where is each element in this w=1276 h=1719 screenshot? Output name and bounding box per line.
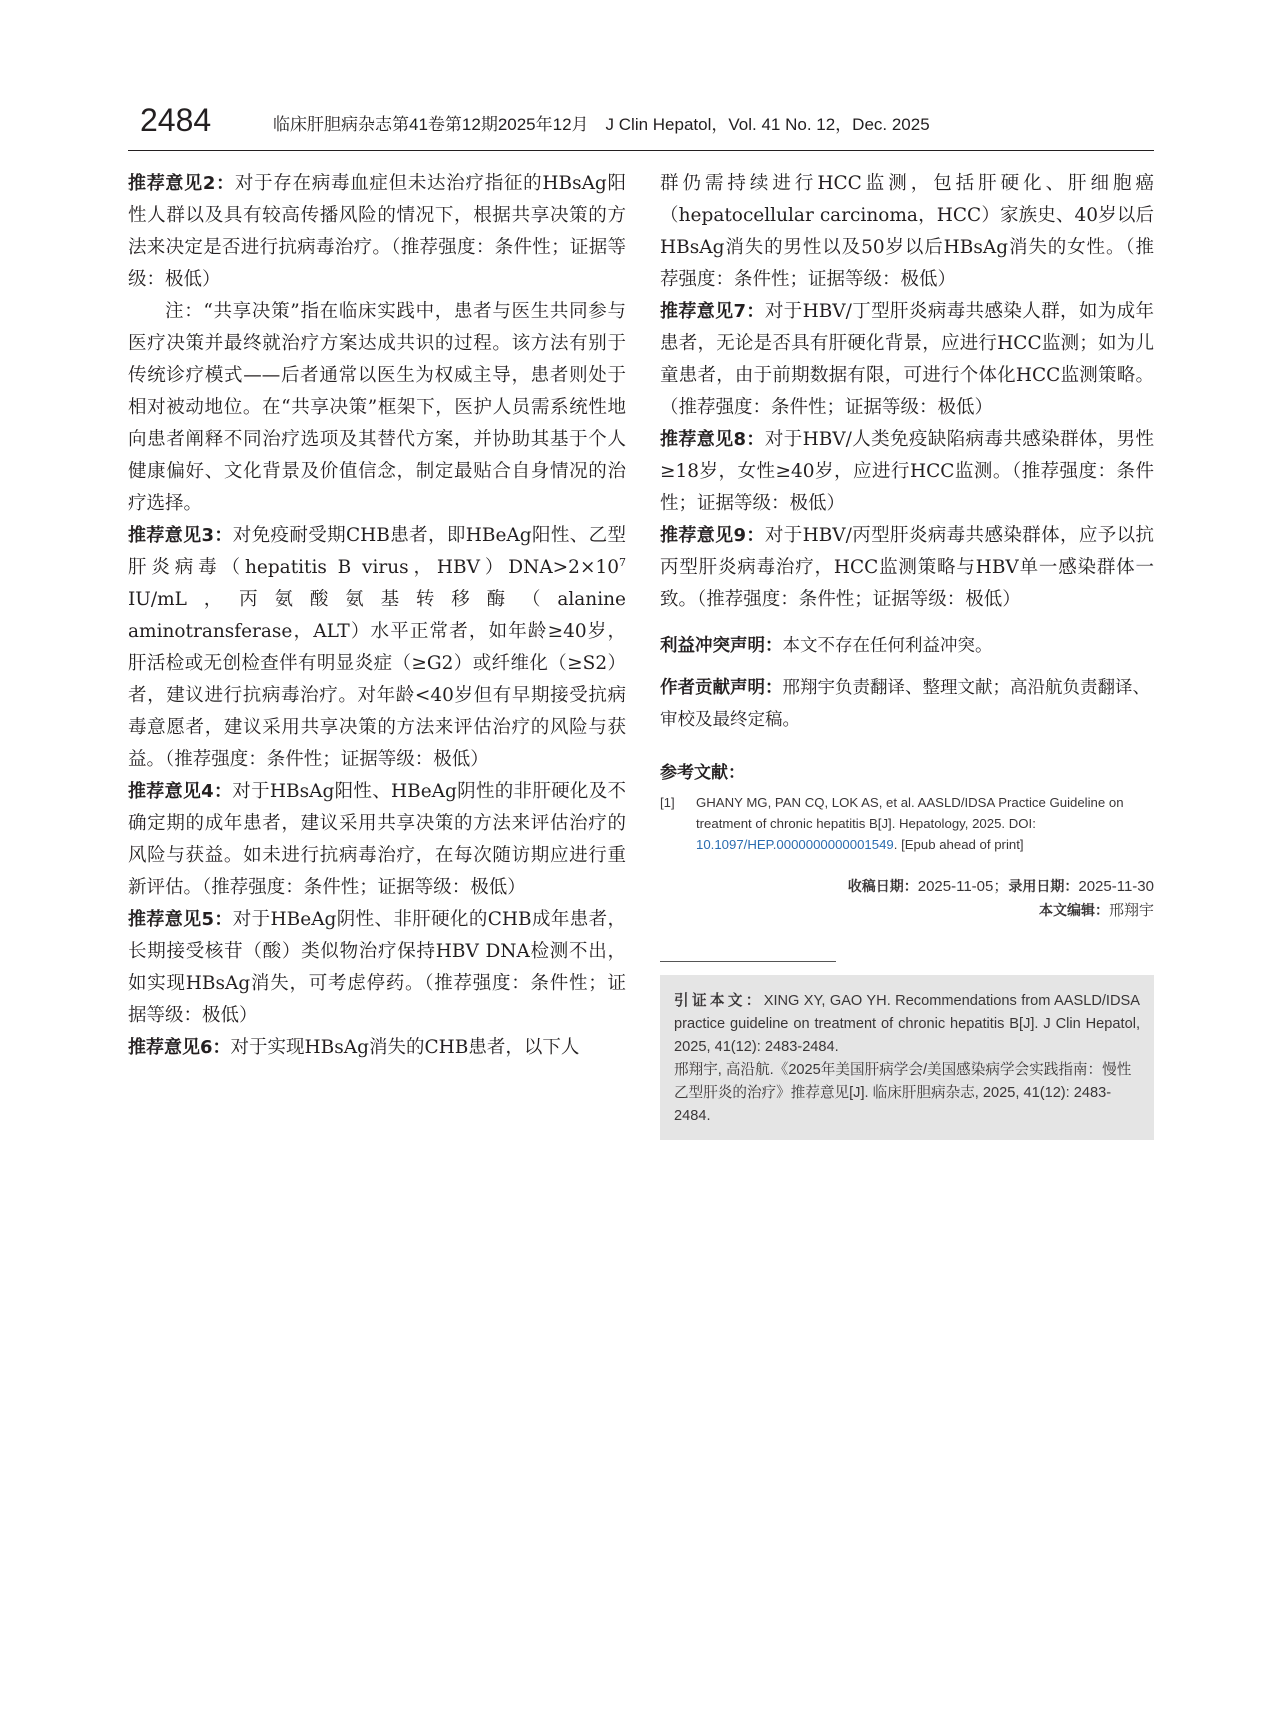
recommendation-label: 推荐意见7：	[660, 301, 765, 322]
statement-label: 作者贡献声明：	[660, 678, 783, 698]
recommendation-text: 对免疫耐受期CHB患者，即HBeAg阳性、乙型肝炎病毒（hepatitis B virus，HBV）DNA>2×10	[128, 525, 626, 578]
received-label: 收稿日期：	[847, 879, 918, 895]
recommendation-text: 对于HBsAg阳性、HBeAg阴性的非肝硬化及不确定期的成年患者，建议采用共享决策的方法来评估治疗的风险与获益。如未进行抗病毒治疗，在每次随访期应进行重新评估。（推荐强度：条件性；证据等级：极低）	[128, 781, 626, 898]
left-column	[128, 168, 626, 1064]
editor-label: 本文编辑：	[1038, 903, 1109, 919]
recommendation-text: 对于HBeAg阴性、非肝硬化的CHB成年患者，长期接受核苷（酸）类似物治疗保持HBV DNA检测不出，如实现HBsAg消失，可考虑停药。（推荐强度：条件性；证据等级：极低）	[128, 909, 626, 1026]
recommendation-6-continued: 群仍需持续进行HCC监测，包括肝硬化、肝细胞癌（hepatocellular carcinoma，HCC）家族史、40岁以后HBsAg消失的男性以及50岁以后HBsAg消失的女性。（推荐强度：条件性；证据等级：极低）	[660, 173, 1154, 290]
recommendation-text: 对于HBV/丙型肝炎病毒共感染群体，应予以抗丙型肝炎病毒治疗，HCC监测策略与HBV单一感染群体一致。（推荐强度：条件性；证据等级：极低）	[660, 525, 1154, 610]
recommendation-text: 对于实现HBsAg消失的CHB患者，以下人	[230, 1037, 580, 1058]
recommendation-8	[660, 424, 1154, 520]
citation-label: 引证本文：	[674, 992, 764, 1009]
page-number: 2484	[140, 102, 212, 138]
recommendation-9	[660, 520, 1154, 616]
conflict-of-interest-statement	[660, 630, 1154, 662]
article-dates: 收稿日期：2025-11-05；录用日期：2025-11-30	[847, 878, 1154, 895]
recommendation-label: 推荐意见3：	[128, 525, 233, 546]
recommendation-text: 对于HBV/丁型肝炎病毒共感染人群，如为成年患者，无论是否具有肝硬化背景，应进行HCC监测；如为儿童患者，由于前期数据有限，可进行个体化HCC监测策略。（推荐强度：条件性；证据等级：极低）	[660, 301, 1154, 418]
recommendation-label: 推荐意见2：	[128, 173, 235, 194]
running-header	[128, 100, 1154, 150]
statement-text: 本文不存在任何利益冲突。	[782, 636, 993, 656]
recommendation-7	[660, 296, 1154, 424]
reference-item	[660, 792, 1154, 855]
statement-label: 利益冲突声明：	[660, 636, 783, 656]
recommendation-text: 对于存在病毒血症但未达治疗指征的HBsAg阳性人群以及具有较高传播风险的情况下，根据共享决策的方法来决定是否进行抗病毒治疗。（推荐强度：条件性；证据等级：极低）	[128, 173, 626, 290]
author-contribution-statement	[660, 672, 1154, 736]
recommendation-4	[128, 776, 626, 904]
citation-divider	[660, 961, 836, 962]
received-date: 2025-11-05	[917, 878, 994, 895]
citation-chinese: 邢翔宇, 高沿航.《2025年美国肝病学会/美国感染病学会实践指南：慢性乙型肝炎的治疗》推荐意见[J]. 临床肝胆病杂志, 2025, 41(12): 2483-2484.	[674, 1062, 1132, 1124]
recommendation-text: 对于HBV/人类免疫缺陷病毒共感染群体，男性≥18岁，女性≥40岁，应进行HCC监测。（推荐强度：条件性；证据等级：极低）	[660, 429, 1154, 514]
reference-tail: . [Epub ahead of print]	[893, 837, 1024, 852]
reference-doi-link[interactable]: 10.1097/HEP.0000000000001549	[696, 837, 894, 852]
shared-decision-note: 注：“共享决策”指在临床实践中，患者与医生共同参与医疗决策并最终就治疗方案达成共识的过程。该方法有别于传统诊疗模式——后者通常以医生为权威主导，患者则处于相对被动地位。在“共享决策”框架下，医护人员需系统性地向患者阐释不同治疗选项及其替代方案，并协助其基于个人健康偏好、文化背景及价值信念，制定最贴合自身情况的治疗选择。	[128, 301, 626, 514]
recommendation-5	[128, 904, 626, 1032]
exponent: 7	[619, 555, 626, 569]
article-editor	[660, 899, 1154, 923]
recommendation-text: IU/mL，丙氨酸氨基转移酶（alanine aminotransferase，ALT）水平正常者，如年龄≥40岁，肝活检或无创检查伴有明显炎症（≥G2）或纤维化（≥S2）者，建议进行抗病毒治疗。对年龄<40岁但有早期接受抗病毒意愿者，建议采用共享决策的方法来评估治疗的风险与获益。（推荐强度：条件性；证据等级：极低）	[128, 589, 626, 770]
recommendation-label: 推荐意见4：	[128, 781, 233, 802]
recommendation-3	[128, 520, 626, 776]
citation-english-text: XING XY, GAO YH. Recommendations from AASLD/IDSA practice guideline on treatment of chronic hepatitis B[J]. J Clin Hepatol, 2025, 41(12): 2483-2484.	[674, 993, 1140, 1055]
statement-text: 邢翔宇负责翻译、整理文献；高沿航负责翻译、审校及最终定稿。	[660, 678, 1150, 730]
recommendation-2	[128, 168, 626, 296]
header-rule	[128, 150, 1154, 151]
references-title: 参考文献：	[660, 763, 745, 783]
recommendation-label: 推荐意见5：	[128, 909, 233, 930]
recommendation-label: 推荐意见6：	[128, 1037, 231, 1058]
reference-number: [1]	[660, 795, 675, 810]
reference-text	[696, 792, 1154, 855]
recommendation-label: 推荐意见9：	[660, 525, 765, 546]
recommendation-6	[128, 1032, 626, 1064]
reference-citation: GHANY MG, PAN CQ, LOK AS, et al. AASLD/IDSA Practice Guideline on treatment of chronic hepatitis B[J]. Hepatology, 2025. DOI:	[696, 795, 1124, 831]
recommendation-label: 推荐意见8：	[660, 429, 765, 450]
accepted-date: 2025-11-30	[1078, 878, 1154, 895]
right-column	[660, 168, 1154, 923]
editor-name: 邢翔宇	[1108, 902, 1154, 919]
journal-citation-line: 临床肝胆病杂志第41卷第12期2025年12月 J Clin Hepatol，Vol. 41 No. 12，Dec. 2025	[273, 115, 930, 134]
citation-english	[674, 989, 1140, 1059]
accepted-label: 录用日期：	[1008, 879, 1079, 895]
citation-box	[660, 975, 1154, 1140]
